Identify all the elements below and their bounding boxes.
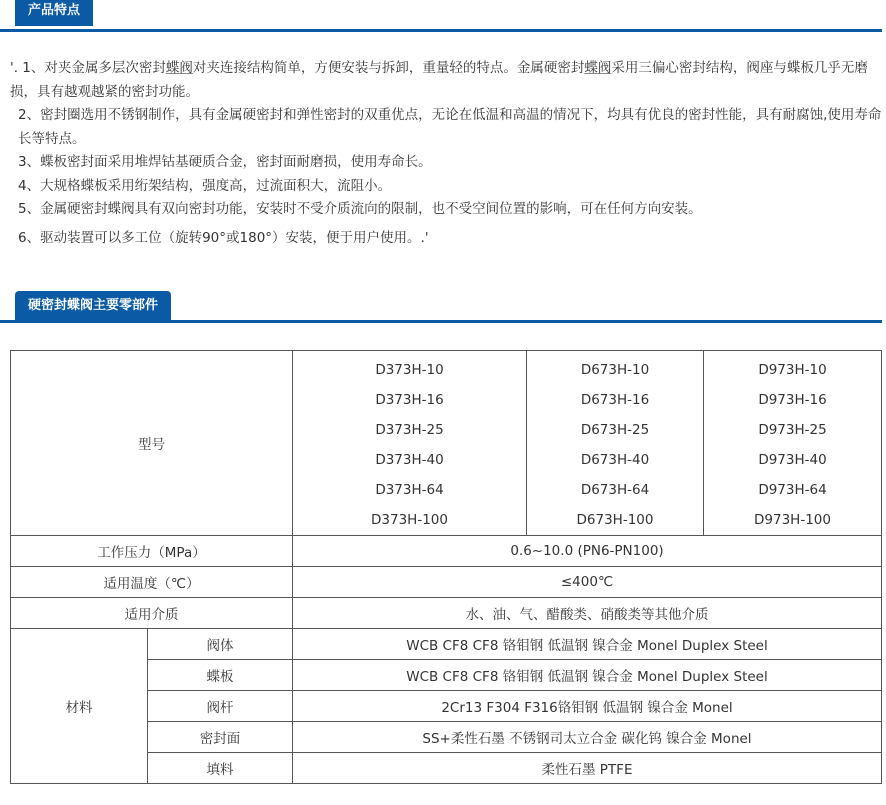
material-value-body: WCB CF8 CF8 铬钼钢 低温钢 镍合金 Monel Duplex Steel xyxy=(293,629,882,660)
temperature-value: ≤400℃ xyxy=(293,567,882,598)
section-header-features xyxy=(0,0,882,30)
temperature-label: 适用温度（℃） xyxy=(11,567,293,598)
section-title-parts: 硬密封蝶阀主要零部件 xyxy=(15,291,171,321)
material-value-disc: WCB CF8 CF8 铬钼钢 低温钢 镍合金 Monel Duplex Steel xyxy=(293,660,882,691)
medium-value: 水、油、气、醋酸类、硝酸类等其他介质 xyxy=(293,598,882,629)
table-row-pressure xyxy=(11,536,882,567)
pressure-value: 0.6~10.0 (PN6-PN100) xyxy=(293,536,882,567)
model-list-d673: D673H-10 D673H-16 D673H-25 D673H-40 D673H-64 D673H-100 xyxy=(527,351,704,536)
material-value-stem: 2Cr13 F304 F316铬钼钢 低温钢 镍合金 Monel xyxy=(293,691,882,722)
material-label: 材料 xyxy=(11,629,148,784)
material-part-seal: 密封面 xyxy=(148,722,293,753)
material-part-stem: 阀杆 xyxy=(148,691,293,722)
material-part-packing: 填料 xyxy=(148,753,293,784)
medium-label: 适用介质 xyxy=(11,598,293,629)
material-value-seal: SS+柔性石墨 不锈钢司太立合金 碳化钨 镍合金 Monel xyxy=(293,722,882,753)
section-title-features: 产品特点 xyxy=(15,0,93,26)
material-part-disc: 蝶板 xyxy=(148,660,293,691)
pressure-label: 工作压力（MPa） xyxy=(11,536,293,567)
feature-1: '. 1、对夹金属多层次密封蝶阀对夹连接结构简单，方便安装与拆卸，重量轻的特点。金属硬密封蝶阀采用三偏心密封结构，阀座与蝶板几乎无磨损，具有越观越紧的密封功能。 xyxy=(10,60,868,100)
model-list-d373: D373H-10 D373H-16 D373H-25 D373H-40 D373H-64 D373H-100 xyxy=(293,351,527,536)
section-divider xyxy=(0,29,882,32)
parts-spec-table xyxy=(10,350,882,784)
table-row-models xyxy=(11,351,882,536)
section-header-parts xyxy=(0,291,882,321)
feature-2: 2、密封圈选用不锈钢制作，具有金属硬密封和弹性密封的双重优点，无论在低温和高温的情况下，均具有优良的密封性能，具有耐腐蚀,使用寿命长等特点。 xyxy=(18,107,882,147)
model-list-d973: D973H-10 D973H-16 D973H-25 D973H-40 D973H-64 D973H-100 xyxy=(704,351,882,536)
table-row-temperature xyxy=(11,567,882,598)
table-row-material-body xyxy=(11,629,882,660)
butterfly-valve-link-2[interactable]: 蝶阀 xyxy=(584,60,612,76)
features-text xyxy=(10,57,882,250)
feature-4: 4、大规格蝶板采用绗架结构，强度高，过流面积大，流阻小。 xyxy=(18,177,392,194)
feature-5: 5、金属硬密封蝶阀具有双向密封功能，安装时不受介质流向的限制，也不受空间位置的影响，可在任何方向安装。 xyxy=(18,201,702,217)
material-part-body: 阀体 xyxy=(148,629,293,660)
section-divider xyxy=(0,320,882,323)
butterfly-valve-link[interactable]: 蝶阀 xyxy=(165,60,193,76)
table-row-medium xyxy=(11,598,882,629)
feature-6: 6、驱动装置可以多工位（旋转90°或180°）安装，便于用户使用。.' xyxy=(18,229,429,246)
feature-3: 3、蝶板密封面采用堆焊钴基硬质合金，密封面耐磨损，使用寿命长。 xyxy=(18,154,432,170)
material-value-packing: 柔性石墨 PTFE xyxy=(293,753,882,784)
model-label: 型号 xyxy=(11,351,293,536)
